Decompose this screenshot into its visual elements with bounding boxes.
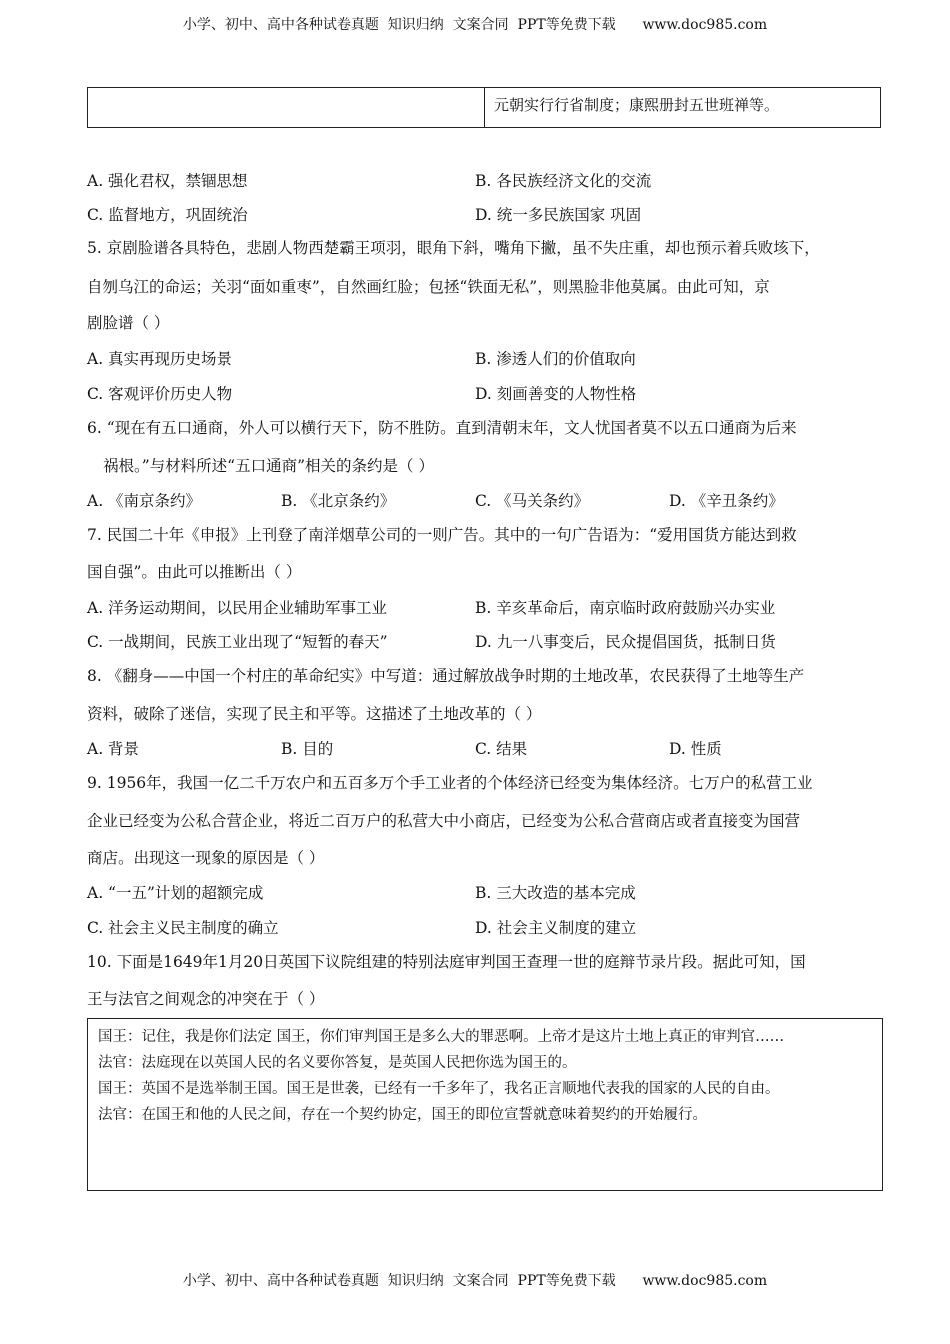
dialogue-line-king-2: 国王：英国不是选举制王国。国王是世袭，已经有一千多年了，我名正言顺地代表我的国家的人民的自由。: [98, 1081, 780, 1097]
q8-stem-line1: 8. 《翻身——中国一个村庄的革命纪实》中写道：通过解放战争时期的土地改革，农民获得了土地等生产: [87, 667, 805, 685]
q9-stem-line2: 企业已经变为公私合营企业，将近二百万户的私营大中小商店，已经变为公私合营商店或者直接变为国营: [87, 812, 801, 830]
q7-stem-line2: 国自强”。由此可以推断出（ ）: [87, 563, 302, 581]
q9-stem-line3: 商店。出现这一现象的原因是（ ）: [87, 849, 325, 867]
q9-stem-line1: 9. 1956年，我国一亿二千万农户和五百多万个手工业者的个体经济已经变为集体经济。七万户的私营工业: [87, 774, 813, 792]
q9-option-a: A. “一五”计划的超额完成: [87, 884, 264, 902]
q8-option-b: B. 目的: [281, 740, 334, 758]
q5-option-b: B. 渗透人们的价值取向: [475, 350, 636, 368]
table-cell-left: [88, 88, 485, 127]
q7-option-a: A. 洋务运动期间，以民用企业辅助军事工业: [87, 599, 388, 617]
q5-stem-line2: 自刎乌江的命运；关羽“面如重枣”，自然画红脸；包拯“铁面无私”，则黑脸非他莫属。由此可知，京: [87, 278, 770, 296]
q7-option-d: D. 九一八事变后，民众提倡国货，抵制日货: [475, 633, 776, 651]
q6-stem-line2: 祸根。”与材料所述“五口通商”相关的条约是（ ）: [103, 457, 434, 475]
q5-stem-line3: 剧脸谱（ ）: [87, 314, 170, 332]
page-header: 小学、初中、高中各种试卷真题 知识归纳 文案合同 PPT等免费下载 www.doc985.com: [182, 17, 768, 33]
q4-option-a: A. 强化君权，禁锢思想: [87, 172, 248, 190]
dialogue-line-judge-2: 法官：在国王和他的人民之间，存在一个契约协定，国王的即位宣誓就意味着契约的开始履行。: [98, 1107, 707, 1123]
q8-option-c: C. 结果: [475, 740, 528, 758]
q6-option-d: D. 《辛丑条约》: [669, 492, 784, 510]
q8-option-d: D. 性质: [669, 740, 722, 758]
trial-dialogue-box: [87, 1018, 883, 1191]
q4-option-d: D. 统一多民族国家 巩固: [475, 206, 642, 224]
q9-option-c: C. 社会主义民主制度的确立: [87, 919, 279, 937]
q5-option-a: A. 真实再现历史场景: [87, 350, 233, 368]
q10-stem-line1: 10. 下面是1649年1月20日英国下议院组建的特别法庭审判国王查理一世的庭辩节录片段。据此可知，国: [87, 953, 806, 971]
dialogue-line-judge-1: 法官：法庭现在以英国人民的名义要你答复，是英国人民把你选为国王的。: [98, 1055, 577, 1071]
q5-stem-line1: 5. 京剧脸谱各具特色，悲剧人物西楚霸王项羽，眼角下斜，嘴角下撇，虽不失庄重，却也预示着兵败垓下，: [87, 239, 820, 257]
continued-table-row: [87, 87, 881, 128]
q6-option-b: B. 《北京条约》: [281, 492, 396, 510]
q7-option-b: B. 辛亥革命后，南京临时政府鼓励兴办实业: [475, 599, 776, 617]
q7-stem-line1: 7. 民国二十年《申报》上刊登了南洋烟草公司的一则广告。其中的一句广告语为：“爱用国货方能达到救: [87, 526, 797, 544]
q6-option-c: C. 《马关条约》: [475, 492, 590, 510]
q9-option-d: D. 社会主义制度的建立: [475, 919, 637, 937]
q7-option-c: C. 一战期间，民族工业出现了“短暂的春天”: [87, 633, 388, 651]
dialogue-line-king-1: 国王：记住，我是你们法定 国王，你们审判国王是多么大的罪恶啊。上帝才是这片土地上真正的审判官……: [98, 1029, 785, 1045]
q10-stem-line2: 王与法官之间观念的冲突在于（ ）: [87, 990, 325, 1008]
page-footer: 小学、初中、高中各种试卷真题 知识归纳 文案合同 PPT等免费下载 www.doc985.com: [182, 1273, 768, 1289]
q8-option-a: A. 背景: [87, 740, 140, 758]
q6-stem-line1: 6. “现在有五口通商，外人可以横行天下，防不胜防。直到清朝末年，文人忧国者莫不以五口通商为后来: [87, 419, 797, 437]
table-cell-right: 元朝实行行省制度；康熙册封五世班禅等。: [494, 96, 780, 114]
q9-option-b: B. 三大改造的基本完成: [475, 884, 636, 902]
q8-stem-line2: 资料，破除了迷信，实现了民主和平等。这描述了土地改革的（ ）: [87, 705, 542, 723]
q6-option-a: A. 《南京条约》: [87, 492, 202, 510]
q4-option-b: B. 各民族经济文化的交流: [475, 172, 652, 190]
q5-option-c: C. 客观评价历史人物: [87, 385, 233, 403]
q4-option-c: C. 监督地方，巩固统治: [87, 206, 248, 224]
q5-option-d: D. 刻画善变的人物性格: [475, 385, 637, 403]
